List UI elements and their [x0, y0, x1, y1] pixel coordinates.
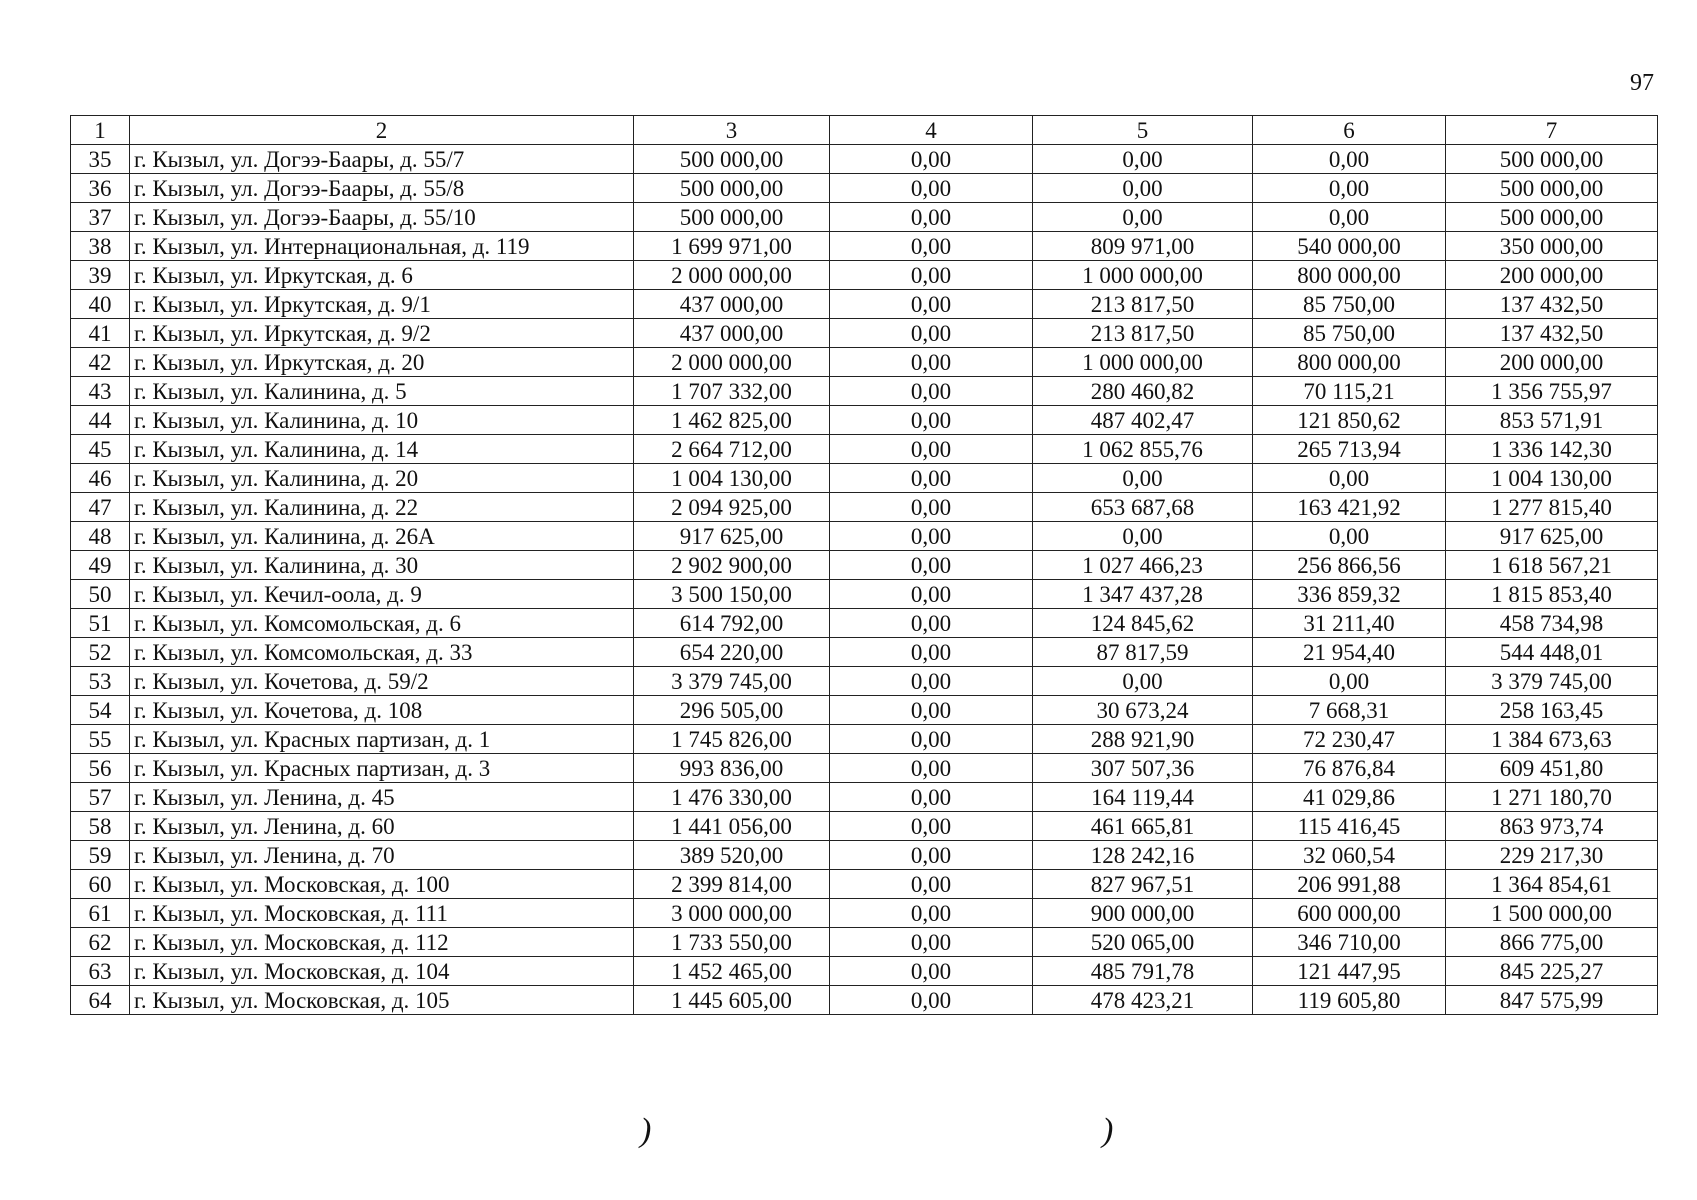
- amount-cell: 1 745 826,00: [634, 725, 830, 754]
- amount-cell: 0,00: [830, 609, 1033, 638]
- amount-cell: 0,00: [830, 638, 1033, 667]
- amount-cell: 0,00: [1253, 145, 1446, 174]
- amount-cell: 1 384 673,63: [1446, 725, 1658, 754]
- amount-cell: 0,00: [830, 232, 1033, 261]
- table-row: [71, 870, 1658, 899]
- amount-cell: 1 000 000,00: [1033, 348, 1253, 377]
- row-number-cell: 39: [71, 261, 130, 290]
- amount-cell: 128 242,16: [1033, 841, 1253, 870]
- amount-cell: 1 462 825,00: [634, 406, 830, 435]
- amount-cell: 280 460,82: [1033, 377, 1253, 406]
- amount-cell: 0,00: [830, 870, 1033, 899]
- address-cell: г. Кызыл, ул. Калинина, д. 26А: [130, 522, 634, 551]
- amount-cell: 0,00: [830, 725, 1033, 754]
- amount-cell: 654 220,00: [634, 638, 830, 667]
- amount-cell: 500 000,00: [634, 174, 830, 203]
- amount-cell: 87 817,59: [1033, 638, 1253, 667]
- amount-cell: 7 668,31: [1253, 696, 1446, 725]
- amount-cell: 213 817,50: [1033, 319, 1253, 348]
- address-cell: г. Кызыл, ул. Ленина, д. 60: [130, 812, 634, 841]
- amount-cell: 3 000 000,00: [634, 899, 830, 928]
- amount-cell: 809 971,00: [1033, 232, 1253, 261]
- amount-cell: 85 750,00: [1253, 290, 1446, 319]
- amount-cell: 137 432,50: [1446, 290, 1658, 319]
- table-row: [71, 667, 1658, 696]
- address-cell: г. Кызыл, ул. Ленина, д. 70: [130, 841, 634, 870]
- amount-cell: 0,00: [1033, 203, 1253, 232]
- address-cell: г. Кызыл, ул. Московская, д. 105: [130, 986, 634, 1015]
- amount-cell: 1 707 332,00: [634, 377, 830, 406]
- table-row: [71, 145, 1658, 174]
- amount-cell: 0,00: [830, 319, 1033, 348]
- amount-cell: 1 441 056,00: [634, 812, 830, 841]
- amount-cell: 614 792,00: [634, 609, 830, 638]
- amount-cell: 336 859,32: [1253, 580, 1446, 609]
- row-number-cell: 46: [71, 464, 130, 493]
- amount-cell: 0,00: [830, 522, 1033, 551]
- address-cell: г. Кызыл, ул. Иркутская, д. 6: [130, 261, 634, 290]
- amount-cell: 115 416,45: [1253, 812, 1446, 841]
- address-cell: г. Кызыл, ул. Иркутская, д. 20: [130, 348, 634, 377]
- address-cell: г. Кызыл, ул. Ленина, д. 45: [130, 783, 634, 812]
- address-cell: г. Кызыл, ул. Кочетова, д. 59/2: [130, 667, 634, 696]
- amount-cell: 540 000,00: [1253, 232, 1446, 261]
- amount-cell: 2 902 900,00: [634, 551, 830, 580]
- address-cell: г. Кызыл, ул. Московская, д. 111: [130, 899, 634, 928]
- amount-cell: 0,00: [830, 435, 1033, 464]
- amount-cell: 478 423,21: [1033, 986, 1253, 1015]
- amount-cell: 0,00: [1033, 174, 1253, 203]
- row-number-cell: 54: [71, 696, 130, 725]
- amount-cell: 258 163,45: [1446, 696, 1658, 725]
- amount-cell: 0,00: [830, 290, 1033, 319]
- amount-cell: 1 699 971,00: [634, 232, 830, 261]
- address-cell: г. Кызыл, ул. Московская, д. 100: [130, 870, 634, 899]
- address-cell: г. Кызыл, ул. Комсомольская, д. 6: [130, 609, 634, 638]
- row-number-cell: 64: [71, 986, 130, 1015]
- header-cell: 3: [634, 116, 830, 145]
- amount-cell: 458 734,98: [1446, 609, 1658, 638]
- table-row: [71, 261, 1658, 290]
- address-cell: г. Кызыл, ул. Интернациональная, д. 119: [130, 232, 634, 261]
- row-number-cell: 52: [71, 638, 130, 667]
- row-number-cell: 44: [71, 406, 130, 435]
- address-cell: г. Кызыл, ул. Догээ-Баары, д. 55/10: [130, 203, 634, 232]
- amount-cell: 2 000 000,00: [634, 348, 830, 377]
- amount-cell: 800 000,00: [1253, 261, 1446, 290]
- amount-cell: 800 000,00: [1253, 348, 1446, 377]
- amount-cell: 0,00: [1033, 145, 1253, 174]
- amount-cell: 3 379 745,00: [634, 667, 830, 696]
- amount-cell: 500 000,00: [634, 203, 830, 232]
- amount-cell: 21 954,40: [1253, 638, 1446, 667]
- row-number-cell: 41: [71, 319, 130, 348]
- row-number-cell: 60: [71, 870, 130, 899]
- address-cell: г. Кызыл, ул. Кечил-оола, д. 9: [130, 580, 634, 609]
- amount-cell: 0,00: [830, 986, 1033, 1015]
- table-row: [71, 377, 1658, 406]
- amount-cell: 0,00: [1033, 522, 1253, 551]
- amount-cell: 350 000,00: [1446, 232, 1658, 261]
- amount-cell: 0,00: [1253, 464, 1446, 493]
- amount-cell: 265 713,94: [1253, 435, 1446, 464]
- amount-cell: 0,00: [830, 261, 1033, 290]
- table-row: [71, 435, 1658, 464]
- header-cell: 5: [1033, 116, 1253, 145]
- amount-cell: 124 845,62: [1033, 609, 1253, 638]
- row-number-cell: 35: [71, 145, 130, 174]
- table-row: [71, 783, 1658, 812]
- amount-cell: 900 000,00: [1033, 899, 1253, 928]
- amount-cell: 437 000,00: [634, 290, 830, 319]
- address-cell: г. Кызыл, ул. Иркутская, д. 9/2: [130, 319, 634, 348]
- row-number-cell: 42: [71, 348, 130, 377]
- address-cell: г. Кызыл, ул. Калинина, д. 10: [130, 406, 634, 435]
- address-cell: г. Кызыл, ул. Московская, д. 112: [130, 928, 634, 957]
- amount-cell: 437 000,00: [634, 319, 830, 348]
- amount-cell: 0,00: [830, 551, 1033, 580]
- amount-cell: 213 817,50: [1033, 290, 1253, 319]
- amount-cell: 389 520,00: [634, 841, 830, 870]
- amount-cell: 72 230,47: [1253, 725, 1446, 754]
- amount-cell: 2 664 712,00: [634, 435, 830, 464]
- address-cell: г. Кызыл, ул. Калинина, д. 22: [130, 493, 634, 522]
- footer-mark: ): [640, 1112, 652, 1149]
- row-number-cell: 56: [71, 754, 130, 783]
- table-row: [71, 812, 1658, 841]
- amount-cell: 0,00: [830, 174, 1033, 203]
- amount-cell: 485 791,78: [1033, 957, 1253, 986]
- amount-cell: 0,00: [830, 580, 1033, 609]
- amount-cell: 31 211,40: [1253, 609, 1446, 638]
- amount-cell: 2 094 925,00: [634, 493, 830, 522]
- address-cell: г. Кызыл, ул. Иркутская, д. 9/1: [130, 290, 634, 319]
- amount-cell: 0,00: [1253, 522, 1446, 551]
- amount-cell: 827 967,51: [1033, 870, 1253, 899]
- row-number-cell: 37: [71, 203, 130, 232]
- table-row: [71, 174, 1658, 203]
- table-row: [71, 203, 1658, 232]
- amount-cell: 0,00: [830, 841, 1033, 870]
- footer-mark: ): [1102, 1112, 1114, 1149]
- amount-cell: 70 115,21: [1253, 377, 1446, 406]
- amount-cell: 847 575,99: [1446, 986, 1658, 1015]
- amount-cell: 229 217,30: [1446, 841, 1658, 870]
- amount-cell: 0,00: [830, 377, 1033, 406]
- table-row: [71, 754, 1658, 783]
- address-cell: г. Кызыл, ул. Калинина, д. 14: [130, 435, 634, 464]
- amount-cell: 0,00: [830, 667, 1033, 696]
- table-row: [71, 957, 1658, 986]
- amount-cell: 917 625,00: [1446, 522, 1658, 551]
- amount-cell: 866 775,00: [1446, 928, 1658, 957]
- address-cell: г. Кызыл, ул. Красных партизан, д. 1: [130, 725, 634, 754]
- row-number-cell: 57: [71, 783, 130, 812]
- amount-cell: 121 850,62: [1253, 406, 1446, 435]
- table-row: [71, 406, 1658, 435]
- row-number-cell: 53: [71, 667, 130, 696]
- table-body: [71, 145, 1658, 1015]
- amount-cell: 0,00: [830, 957, 1033, 986]
- row-number-cell: 58: [71, 812, 130, 841]
- row-number-cell: 51: [71, 609, 130, 638]
- amount-cell: 917 625,00: [634, 522, 830, 551]
- table-row: [71, 232, 1658, 261]
- amount-cell: 0,00: [1033, 667, 1253, 696]
- amount-cell: 2 000 000,00: [634, 261, 830, 290]
- amount-cell: 1 336 142,30: [1446, 435, 1658, 464]
- amount-cell: 76 876,84: [1253, 754, 1446, 783]
- amount-cell: 1 000 000,00: [1033, 261, 1253, 290]
- address-cell: г. Кызыл, ул. Калинина, д. 5: [130, 377, 634, 406]
- row-number-cell: 40: [71, 290, 130, 319]
- table-header-row: [71, 116, 1658, 145]
- row-number-cell: 43: [71, 377, 130, 406]
- amount-cell: 1 733 550,00: [634, 928, 830, 957]
- address-cell: г. Кызыл, ул. Красных партизан, д. 3: [130, 754, 634, 783]
- amount-cell: 1 618 567,21: [1446, 551, 1658, 580]
- page-number: 97: [1630, 70, 1654, 96]
- amount-cell: 41 029,86: [1253, 783, 1446, 812]
- table-row: [71, 638, 1658, 667]
- amount-cell: 1 277 815,40: [1446, 493, 1658, 522]
- amount-cell: 853 571,91: [1446, 406, 1658, 435]
- address-cell: г. Кызыл, ул. Кочетова, д. 108: [130, 696, 634, 725]
- row-number-cell: 49: [71, 551, 130, 580]
- amount-cell: 0,00: [1033, 464, 1253, 493]
- address-cell: г. Кызыл, ул. Московская, д. 104: [130, 957, 634, 986]
- amount-cell: 2 399 814,00: [634, 870, 830, 899]
- amount-cell: 993 836,00: [634, 754, 830, 783]
- amount-cell: 461 665,81: [1033, 812, 1253, 841]
- row-number-cell: 47: [71, 493, 130, 522]
- amount-cell: 163 421,92: [1253, 493, 1446, 522]
- table-row: [71, 725, 1658, 754]
- amount-cell: 0,00: [830, 783, 1033, 812]
- amount-cell: 0,00: [830, 493, 1033, 522]
- amount-cell: 0,00: [830, 406, 1033, 435]
- amount-cell: 520 065,00: [1033, 928, 1253, 957]
- amount-cell: 288 921,90: [1033, 725, 1253, 754]
- amount-cell: 544 448,01: [1446, 638, 1658, 667]
- address-cell: г. Кызыл, ул. Калинина, д. 20: [130, 464, 634, 493]
- table-row: [71, 928, 1658, 957]
- amount-cell: 1 062 855,76: [1033, 435, 1253, 464]
- row-number-cell: 48: [71, 522, 130, 551]
- row-number-cell: 50: [71, 580, 130, 609]
- amount-cell: 164 119,44: [1033, 783, 1253, 812]
- amount-cell: 600 000,00: [1253, 899, 1446, 928]
- amount-cell: 0,00: [1253, 203, 1446, 232]
- amount-cell: 1 347 437,28: [1033, 580, 1253, 609]
- amount-cell: 206 991,88: [1253, 870, 1446, 899]
- amount-cell: 85 750,00: [1253, 319, 1446, 348]
- table-row: [71, 899, 1658, 928]
- amount-cell: 1 356 755,97: [1446, 377, 1658, 406]
- header-cell: 7: [1446, 116, 1658, 145]
- amount-cell: 1 445 605,00: [634, 986, 830, 1015]
- amount-cell: 0,00: [830, 464, 1033, 493]
- table-row: [71, 464, 1658, 493]
- amount-cell: 307 507,36: [1033, 754, 1253, 783]
- header-cell: 6: [1253, 116, 1446, 145]
- table-row: [71, 522, 1658, 551]
- amount-cell: 1 271 180,70: [1446, 783, 1658, 812]
- amount-cell: 487 402,47: [1033, 406, 1253, 435]
- amount-cell: 0,00: [830, 145, 1033, 174]
- amount-cell: 32 060,54: [1253, 841, 1446, 870]
- amount-cell: 1 027 466,23: [1033, 551, 1253, 580]
- amount-cell: 1 815 853,40: [1446, 580, 1658, 609]
- row-number-cell: 63: [71, 957, 130, 986]
- amount-cell: 500 000,00: [1446, 145, 1658, 174]
- amount-cell: 296 505,00: [634, 696, 830, 725]
- row-number-cell: 45: [71, 435, 130, 464]
- amount-cell: 0,00: [1253, 174, 1446, 203]
- amount-cell: 1 004 130,00: [634, 464, 830, 493]
- address-cell: г. Кызыл, ул. Догээ-Баары, д. 55/8: [130, 174, 634, 203]
- amount-cell: 30 673,24: [1033, 696, 1253, 725]
- amount-cell: 121 447,95: [1253, 957, 1446, 986]
- amount-cell: 346 710,00: [1253, 928, 1446, 957]
- table-row: [71, 580, 1658, 609]
- amount-cell: 0,00: [830, 899, 1033, 928]
- address-cell: г. Кызыл, ул. Догээ-Баары, д. 55/7: [130, 145, 634, 174]
- amount-cell: 0,00: [830, 696, 1033, 725]
- amount-cell: 845 225,27: [1446, 957, 1658, 986]
- amount-cell: 1 500 000,00: [1446, 899, 1658, 928]
- amount-cell: 0,00: [1253, 667, 1446, 696]
- table-row: [71, 841, 1658, 870]
- amount-cell: 0,00: [830, 348, 1033, 377]
- amount-cell: 3 379 745,00: [1446, 667, 1658, 696]
- amount-cell: 1 476 330,00: [634, 783, 830, 812]
- row-number-cell: 38: [71, 232, 130, 261]
- table-row: [71, 348, 1658, 377]
- amount-cell: 200 000,00: [1446, 348, 1658, 377]
- amount-cell: 256 866,56: [1253, 551, 1446, 580]
- header-cell: 2: [130, 116, 634, 145]
- table-row: [71, 290, 1658, 319]
- amount-cell: 1 364 854,61: [1446, 870, 1658, 899]
- table-row: [71, 986, 1658, 1015]
- table-row: [71, 319, 1658, 348]
- table-row: [71, 609, 1658, 638]
- amount-cell: 0,00: [830, 812, 1033, 841]
- amount-cell: 500 000,00: [634, 145, 830, 174]
- amount-cell: 609 451,80: [1446, 754, 1658, 783]
- header-cell: 1: [71, 116, 130, 145]
- amount-cell: 1 452 465,00: [634, 957, 830, 986]
- data-table: [70, 115, 1658, 1015]
- row-number-cell: 55: [71, 725, 130, 754]
- header-cell: 4: [830, 116, 1033, 145]
- amount-cell: 0,00: [830, 928, 1033, 957]
- amount-cell: 863 973,74: [1446, 812, 1658, 841]
- amount-cell: 1 004 130,00: [1446, 464, 1658, 493]
- table-row: [71, 551, 1658, 580]
- address-cell: г. Кызыл, ул. Комсомольская, д. 33: [130, 638, 634, 667]
- amount-cell: 653 687,68: [1033, 493, 1253, 522]
- amount-cell: 200 000,00: [1446, 261, 1658, 290]
- amount-cell: 0,00: [830, 203, 1033, 232]
- row-number-cell: 59: [71, 841, 130, 870]
- row-number-cell: 36: [71, 174, 130, 203]
- amount-cell: 3 500 150,00: [634, 580, 830, 609]
- amount-cell: 119 605,80: [1253, 986, 1446, 1015]
- address-cell: г. Кызыл, ул. Калинина, д. 30: [130, 551, 634, 580]
- table-row: [71, 696, 1658, 725]
- row-number-cell: 62: [71, 928, 130, 957]
- amount-cell: 500 000,00: [1446, 174, 1658, 203]
- amount-cell: 500 000,00: [1446, 203, 1658, 232]
- table-row: [71, 493, 1658, 522]
- amount-cell: 0,00: [830, 754, 1033, 783]
- row-number-cell: 61: [71, 899, 130, 928]
- amount-cell: 137 432,50: [1446, 319, 1658, 348]
